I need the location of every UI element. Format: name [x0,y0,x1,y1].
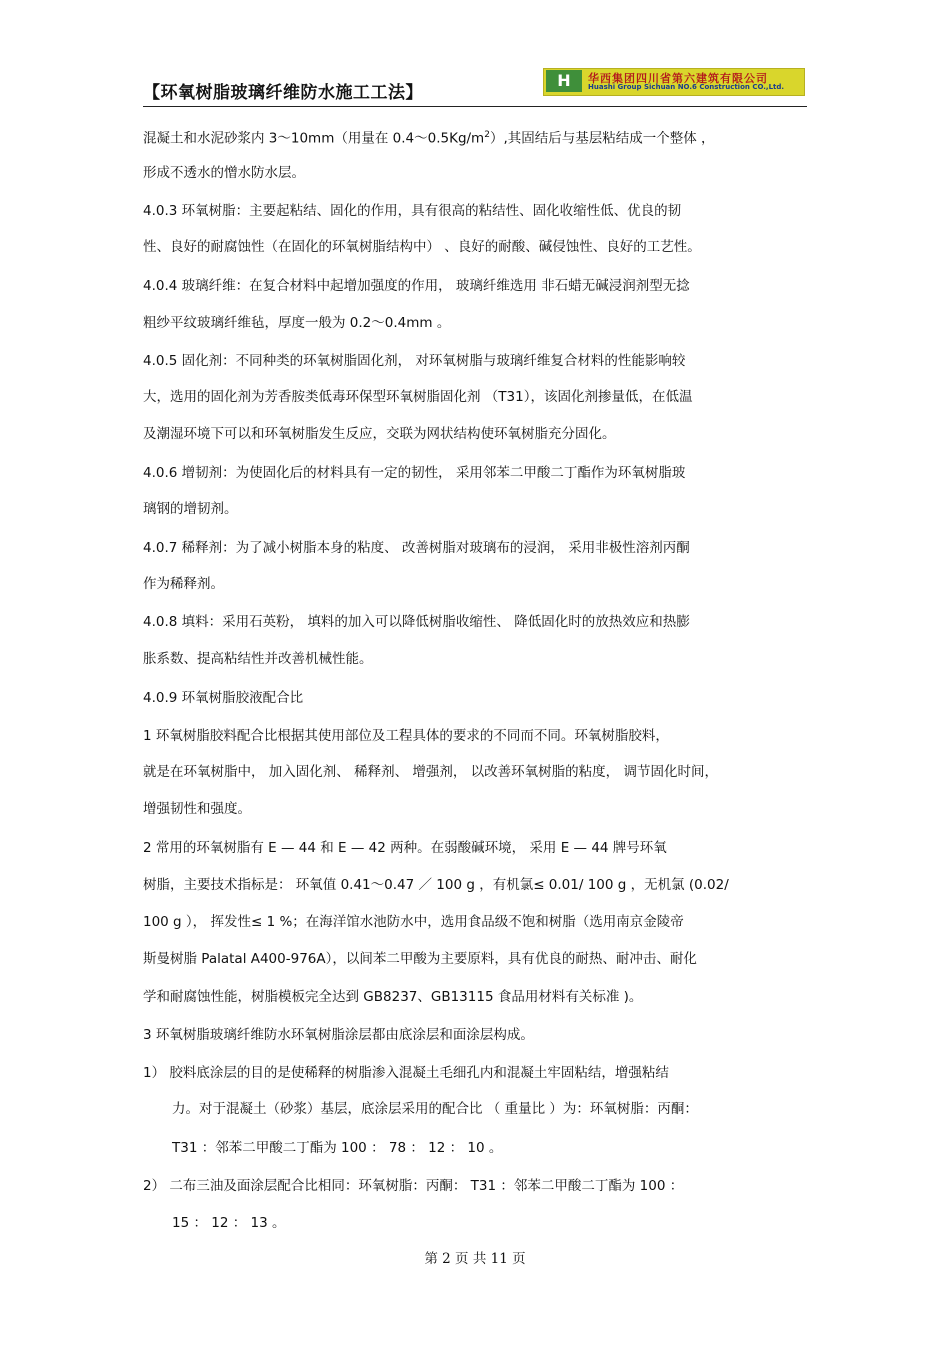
text-line: 增强韧性和强度。 [143,801,251,817]
text-line: 学和耐腐蚀性能，树脂模板完全达到 GB8237、GB13115 食品用材料有关标准 )。 [143,989,643,1005]
logo-company-name-en: Huashi Group Sichuan NO.6 Construction CO.,Ltd. [588,83,785,91]
document-title: 【环氧树脂玻璃纤维防水施工工法】 [143,83,423,103]
text-line: 形成不透水的憎水防水层。 [143,165,305,181]
text-line: 2 常用的环氧树脂有 E — 44 和 E — 42 两种。在弱酸碱环境， 采用 E — 44 牌号环氧 [143,840,667,856]
text-line: 璃钢的增韧剂。 [143,501,238,517]
text-line: 斯曼树脂 Palatal A400-976A），以间苯二甲酸为主要原料，具有优良的耐热、耐冲击、耐化 [143,951,697,967]
text-line: 4.0.9 环氧树脂胶液配合比 [143,690,304,706]
text-line: T31 ：邻苯二甲酸二丁酯为 100 ： 78 ： 12 ： 10 。 [172,1140,503,1156]
text-line: 4.0.5 固化剂：不同种类的环氧树脂固化剂， 对环氧树脂与玻璃纤维复合材料的性能影响较 [143,353,686,369]
text-line: 1 环氧树脂胶料配合比根据其使用部位及工程具体的要求的不同而不同。环氧树脂胶料， [143,728,669,744]
text-line: 就是在环氧树脂中， 加入固化剂、 稀释剂、 增强剂， 以改善环氧树脂的粘度， 调节固化时间， [143,764,718,780]
text-line: 100 g ）， 挥发性≤ 1 %；在海洋馆水池防水中，选用食品级不饱和树脂（选用南京金陵帝 [143,914,684,930]
text-line: 4.0.4 玻璃纤维：在复合材料中起增加强度的作用， 玻璃纤维选用 非石蜡无碱浸润剂型无捻 [143,278,690,294]
text-line: 1） 胶料底涂层的目的是使稀释的树脂渗入混凝土毛细孔内和混凝土牢固粘结，增强粘结 [143,1065,669,1081]
logo-mark-icon: H [546,70,582,92]
text-line: 混凝土和水泥砂浆内 3～10mm（用量在 $0.4\sim 0.5Kg/m^2$）,其固结后与基层粘结成一个整体 ， [143,130,715,147]
text-line: 粗纱平纹玻璃纤维毡，厚度一般为 0.2～0.4mm 。 [143,315,451,331]
text-line: 4.0.6 增韧剂：为使固化后的材料具有一定的韧性， 采用邻苯二甲酸二丁酯作为环氧树脂玻 [143,465,686,481]
text-line: 3 环氧树脂玻璃纤维防水环氧树脂涂层都由底涂层和面涂层构成。 [143,1027,534,1043]
text-line: 4.0.7 稀释剂：为了减小树脂本身的粘度、 改善树脂对玻璃布的浸润， 采用非极性溶剂丙酮 [143,540,690,556]
text-line: 作为稀释剂。 [143,576,224,592]
page-header [143,66,807,107]
text-line: 力。对于混凝土（砂浆）基层，底涂层采用的配合比 （ 重量比 ）为：环氧树脂：丙酮： [172,1101,698,1117]
text-line: 4.0.3 环氧树脂：主要起粘结、固化的作用，具有很高的粘结性、固化收缩性低、优良的韧 [143,203,682,219]
text-line: 性、良好的耐腐蚀性（在固化的环氧树脂结构中） 、良好的耐酸、碱侵蚀性、良好的工艺性。 [143,239,701,255]
text-line: 大，选用的固化剂为芳香胺类低毒环保型环氧树脂固化剂 （T31），该固化剂掺量低，在低温 [143,389,693,405]
text-line: 及潮湿环境下可以和环氧树脂发生反应，交联为网状结构使环氧树脂充分固化。 [143,426,616,442]
text-line: 胀系数、提高粘结性并改善机械性能。 [143,651,373,667]
text-line: 15 ： 12 ： 13 。 [172,1215,286,1231]
text-line: 4.0.8 填料：采用石英粉， 填料的加入可以降低树脂收缩性、 降低固化时的放热效应和热膨 [143,614,690,630]
logo-company-name-cn: 华西集团四川省第六建筑有限公司 [588,72,768,85]
page-number: 第 2 页 共 11 页 [424,1251,526,1267]
company-logo [543,68,805,96]
text-line: 树脂，主要技术指标是： 环氧值 0.41～0.47 ／ 100 g ，有机氯≤ 0.01/ 100 g ，无机氯 (0.02/ [143,877,729,893]
text-line: 2） 二布三油及面涂层配合比相同：环氧树脂：丙酮： T31 ：邻苯二甲酸二丁酯为 100 ： [143,1178,684,1194]
